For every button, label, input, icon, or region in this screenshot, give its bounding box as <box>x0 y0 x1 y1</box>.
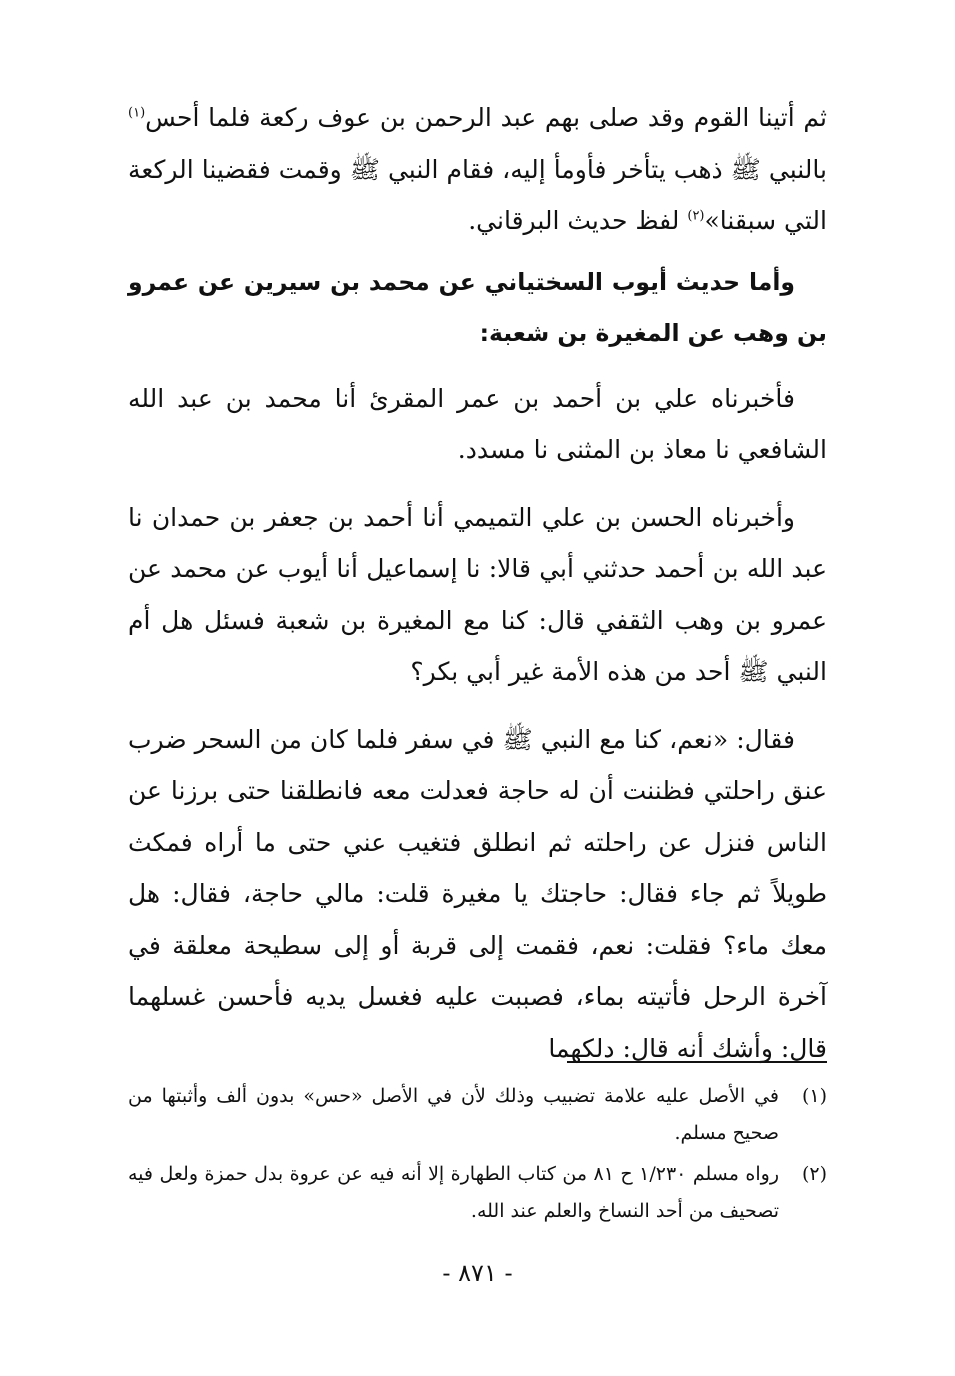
paragraph-isnad-1: فأخبرناه علي بن أحمد بن عمر المقرئ أنا محمد بن عبد الله الشافعي نا معاذ بن المثنى نا مسدد. <box>128 383 827 464</box>
footnote-text: في الأصل عليه علامة تضبيب وذلك لأن في الأصل «حس» بدون ألف وأثبتها من صحيح مسلم. <box>128 1085 779 1144</box>
footnote-reference-1: (١) <box>128 105 146 121</box>
page-number: - ٨٧١ - <box>442 1259 513 1287</box>
footnotes <box>128 1078 827 1234</box>
footnote-number: (٢) <box>801 1163 827 1185</box>
footnote-text: رواه مسلم ١/٢٣٠ ح ٨١ من كتاب الطهارة إلا أنه فيه عن عروة بدل حمزة ولعل فيه تصحيف من أحد النساخ والعلم عند الله. <box>128 1163 779 1222</box>
paragraph-continuation <box>128 92 827 247</box>
paragraph-text: لفظ حديث البرقاني. <box>468 206 688 235</box>
section-heading: وأما حديث أيوب السختياني عن محمد بن سيرين عن عمرو بن وهب عن المغيرة بن شعبة: <box>128 267 827 347</box>
footnote-1 <box>128 1078 827 1152</box>
paragraph-text: ثم أتينا القوم وقد صلى بهم عبد الرحمن بن عوف ركعة فلما أحس <box>145 103 827 132</box>
paragraph-hadith-text: فقال: «نعم، كنا مع النبي ﷺ في سفر فلما كان من السحر ضرب عنق راحلتي فظننت أن له حاجة فعدلت معه فانطلقنا حتى برزنا عن الناس فنزل عن راحلته ثم انطلق فتغيب عني حتى ما أراه فمكث طويلاً ثم جاء فقال: حاجتك يا مغيرة قلت: مالي حاجة، فقال: هل معك ماء؟ فقلت: نعم، فقمت إلى قربة أو إلى سطيحة معلقة في آخرة الرحل فأتيته بماء، فصببت عليه فغسل يديه فأحسن غسلهما قال: وأشك أنه قال: دلكهما <box>128 724 827 1063</box>
footnote-2 <box>128 1156 827 1230</box>
main-text <box>128 92 827 1090</box>
paragraph-isnad-2: وأخبرناه الحسن بن علي التميمي أنا أحمد بن جعفر بن حمدان نا عبد الله بن أحمد حدثني أبي قالا: نا إسماعيل أنا أيوب عن محمد عن عمرو بن وهب الثقفي قال: كنا مع المغيرة بن شعبة فسئل هل أم النبي ﷺ أحد من هذه الأمة غير أبي بكر؟ <box>128 502 827 686</box>
footnote-separator <box>567 1061 827 1063</box>
paragraph-text: بالنبي ﷺ ذهب يتأخر فأومأ إليه، فقام النبي ﷺ وقمت فقضينا الركعة التي سبقنا» <box>128 154 827 235</box>
footnote-number: (١) <box>801 1085 827 1107</box>
footnote-reference-2: (٢) <box>687 208 705 224</box>
